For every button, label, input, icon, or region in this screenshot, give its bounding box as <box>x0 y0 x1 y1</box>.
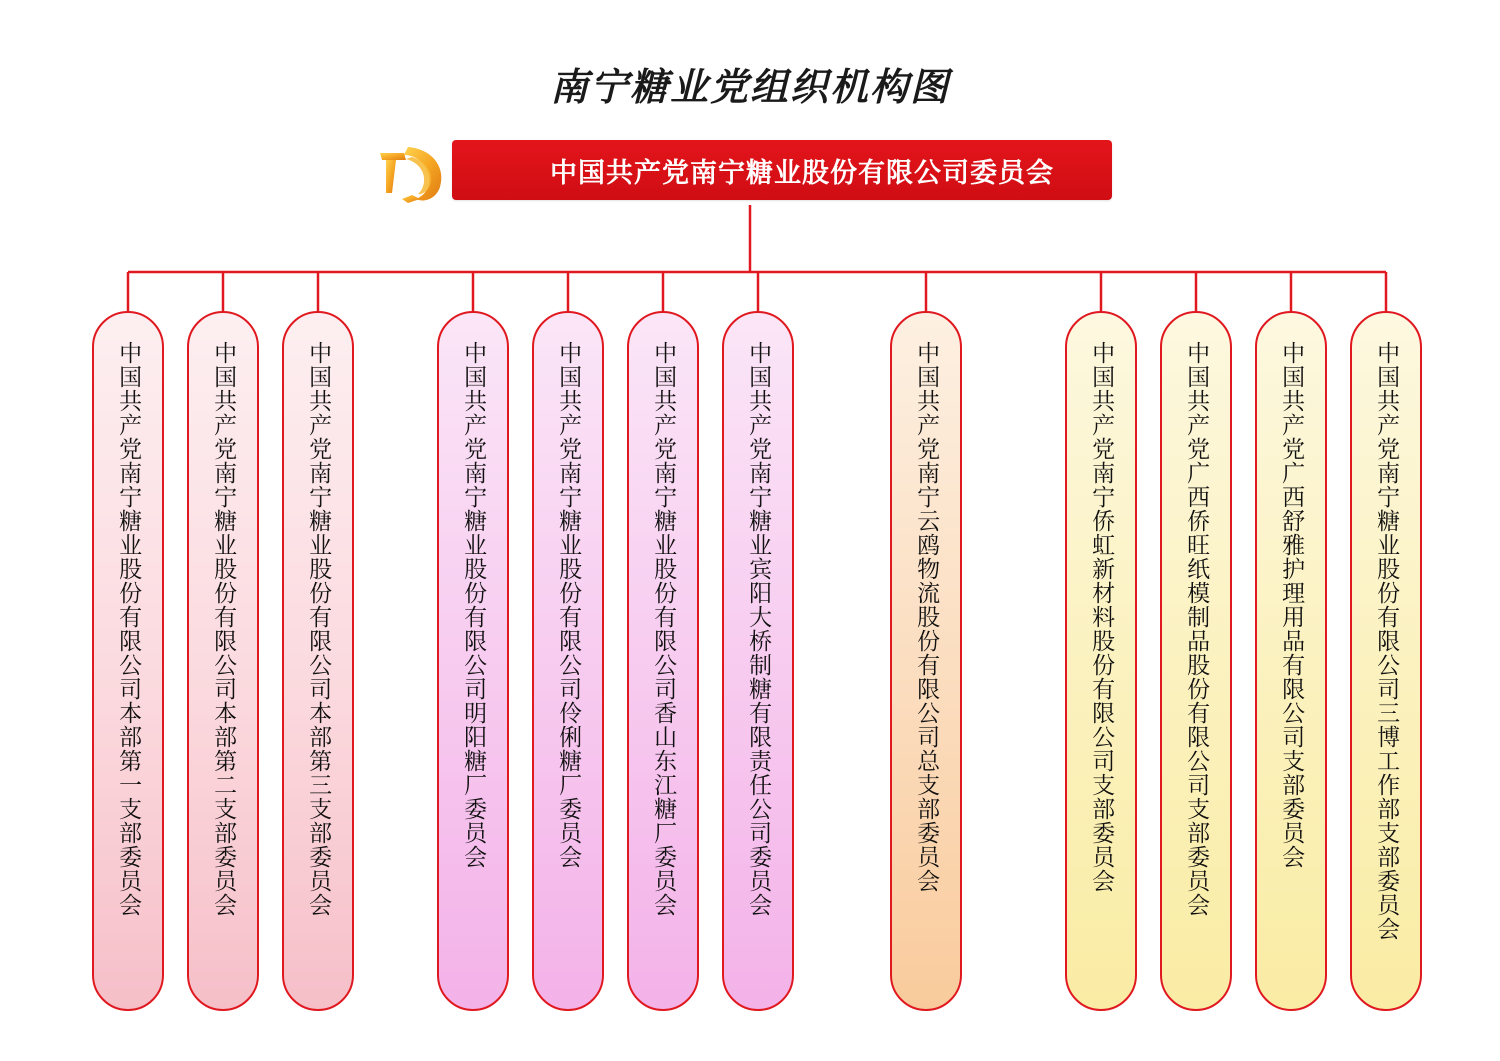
page-title: 南宁糖业党组织机构图 <box>549 64 950 109</box>
org-node <box>282 311 354 1011</box>
org-node <box>1065 311 1137 1011</box>
org-node-label: 中国共产党南宁云鸥物流股份有限公司总支部委员会 <box>913 341 940 893</box>
org-node-label: 中国共产党南宁糖业股份有限公司本部第三支部委员会 <box>305 341 332 917</box>
org-node <box>1350 311 1422 1011</box>
org-node <box>1255 311 1327 1011</box>
org-node <box>437 311 509 1011</box>
org-node-label: 中国共产党广西侨旺纸模制品股份有限公司支部委员会 <box>1183 341 1210 917</box>
org-node <box>532 311 604 1011</box>
org-node-label: 中国共产党南宁糖业宾阳大桥制糖有限责任公司委员会 <box>745 341 772 917</box>
org-node-label: 中国共产党南宁糖业股份有限公司明阳糖厂委员会 <box>460 341 487 869</box>
org-node <box>92 311 164 1011</box>
org-node <box>1160 311 1232 1011</box>
org-node <box>890 311 962 1011</box>
org-node-label: 中国共产党南宁糖业股份有限公司本部第一支部委员会 <box>115 341 142 917</box>
root-node-label: 中国共产党南宁糖业股份有限公司委员会 <box>550 157 1054 189</box>
org-node-label: 中国共产党广西舒雅护理用品有限公司支部委员会 <box>1278 341 1305 869</box>
org-node <box>722 311 794 1011</box>
org-node-label: 中国共产党南宁糖业股份有限公司三博工作部支部委员会 <box>1373 341 1400 941</box>
org-node-label: 中国共产党南宁糖业股份有限公司本部第二支部委员会 <box>210 341 237 917</box>
org-node-label: 中国共产党南宁糖业股份有限公司香山东江糖厂委员会 <box>650 341 677 917</box>
org-node-label: 中国共产党南宁侨虹新材料股份有限公司支部委员会 <box>1088 341 1115 893</box>
org-node-label: 中国共产党南宁糖业股份有限公司伶俐糖厂委员会 <box>555 341 582 869</box>
org-node <box>187 311 259 1011</box>
org-node <box>627 311 699 1011</box>
